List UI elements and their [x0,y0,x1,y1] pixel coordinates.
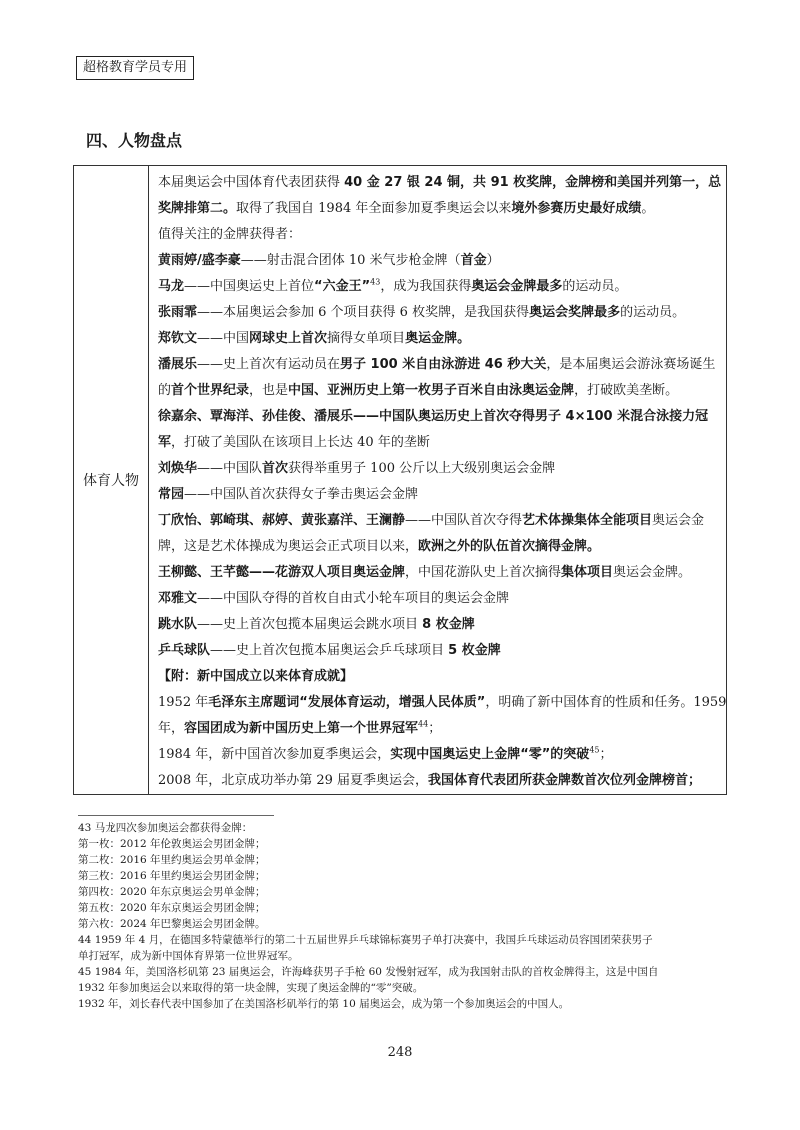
footnote-divider [78,815,274,816]
text-run: 常园 [158,487,185,502]
page-number: 248 [387,1045,413,1060]
section-title: 四、人物盘点 [86,131,183,150]
content-line [158,768,720,794]
text-run: 奖牌排第二。 [158,201,237,216]
text-run: ； [428,721,442,736]
text-run: ——中国队首次获得女子拳击奥运会金牌 [184,487,419,502]
footnote-line: 1932 年，刘长春代表中国参加了在美国洛杉矶举行的第 10 届奥运会，成为第一个参加奥运会的中国人。 [78,998,570,1010]
text-run: ，打破欧美垄断。 [574,383,679,398]
text-run: 我国体育代表团所获金牌数首次位列金牌榜首； [428,773,702,788]
text-run: ，成为我国获得 [380,279,472,294]
footnote-line: 45 1984 年，美国洛杉矶第 23 届奥运会，许海峰获男子手枪 60 发慢射冠军，成为我国射击队的首枚金牌得主，这是中国自 [78,966,659,978]
footnote-line: 第四枚：2020 年东京奥运会男单金牌； [78,886,266,898]
content-line [158,742,720,768]
footnote-line: 1932 年参加奥运会以来取得的第一块金牌，实现了奥运金牌的“零”突破。 [78,982,424,994]
footnote-ref: 44 [418,719,429,729]
text-run: 丁欣怡、郭崎琪、郝婷、黄张嘉洋、王澜静 [158,513,406,528]
content-line [158,482,720,508]
text-run: 的运动员。 [562,279,628,294]
content-line [158,352,720,378]
content-line [158,326,720,352]
text-run: 潘展乐 [158,357,198,372]
content-line [158,300,720,326]
content-cell [158,170,727,794]
text-run: ，也是 [249,383,289,398]
footnotes [78,820,728,1012]
text-run: 黄雨婷/盛李豪 [158,253,241,268]
content-line [158,196,720,222]
text-run: 首金 [460,253,487,268]
content-line [158,586,720,612]
footnote-line: 第一枚：2012 年伦敦奥运会男团金牌； [78,838,266,850]
text-run: ——史上首次包揽本届奥运会乒乓球项目 [210,643,449,658]
text-run: 毛泽东主席题词“发展体育运动，增强人民体质” [208,695,486,710]
content-line [158,690,727,716]
text-run: 5 枚金牌 [448,643,501,658]
footnote-ref: 43 [370,277,381,287]
text-run: 跳水队 [158,617,198,632]
category-cell: 体育人物 [74,166,149,794]
text-run: 2008 年，北京成功举办第 29 届夏季奥运会， [158,773,429,788]
footnote-line: 第二枚：2016 年里约奥运会男单金牌； [78,854,266,866]
text-run: 实现中国奥运史上金牌“零”的突破 [390,747,590,762]
text-run: 欧洲之外的队伍首次摘得金牌。 [418,539,601,554]
footnote-line: 第五枚：2020 年东京奥运会男团金牌； [78,902,266,914]
text-run: 刘焕华 [158,461,198,476]
text-run: 容国团成为新中国历史上第一个世界冠军 [184,721,419,736]
footnote-line: 单打冠军，成为新中国体育界第一位世界冠军。 [78,950,299,962]
text-run: 1952 年 [158,695,209,710]
text-run: 40 金 27 银 24 铜，共 91 枚奖牌，金牌榜和美国并列第一，总 [344,175,722,190]
text-run: 牌，这是艺术体操成为奥运会正式项目以来， [158,539,419,554]
text-run: 张雨霏 [158,305,198,320]
content-line [158,404,720,430]
content-line [158,638,720,664]
content-line [158,378,720,404]
footnote-line: 43 马龙四次参加奥运会都获得金牌： [78,822,253,834]
text-run: 年， [158,721,185,736]
text-run: ，明确了新中国体育的性质和任务。1959 [485,695,727,710]
text-run: 中国、亚洲历史上第一枚男子百米自由泳奥运金牌 [288,383,575,398]
text-run: 乒乓球队 [158,643,211,658]
text-run: 邓雅文 [158,591,198,606]
text-run: 8 枚金牌 [422,617,475,632]
people-table [73,165,727,795]
footnote-ref: 45 [589,745,600,755]
text-run: 奥运会金 [652,513,705,528]
footnote-line: 44 1959 年 4 月，在德国多特蒙德举行的第二十五届世界乒乓球锦标赛男子单打决赛中，我国乒乓球运动员容国团荣获男子 [78,934,653,946]
header-label-box: 超格教育学员专用 [76,56,194,80]
content-line [158,170,720,196]
text-run: 集体项目 [561,565,614,580]
text-run: ——中国 [197,331,250,346]
text-run: “六金王” [314,279,371,294]
text-run: ——中国队 [197,461,263,476]
text-run: 值得关注的金牌获得者： [158,227,302,242]
content-line [158,456,720,482]
text-run: ，打破了美国队在该项目上长达 40 年的垄断 [171,435,430,450]
text-run: 摘得女单项目 [327,331,406,346]
content-line [158,508,720,534]
content-line [158,716,720,742]
footnote-line: 第六枚：2024 年巴黎奥运会男团金牌。 [78,918,266,930]
text-run: 的运动员。 [620,305,686,320]
text-run: 【附：新中国成立以来体育成就】 [158,669,354,684]
footnote-line: 第三枚：2016 年里约奥运会男团金牌； [78,870,266,882]
text-run: ——本届奥运会参加 6 个项目获得 6 枚奖牌，是我国获得 [197,305,530,320]
text-run: ； [599,747,613,762]
text-run: 郑钦文 [158,331,198,346]
content-line [158,274,720,300]
content-line [158,612,720,638]
text-run: 1984 年，新中国首次参加夏季奥运会， [158,747,391,762]
text-run: ——中国奥运史上首位 [184,279,315,294]
content-line [158,534,720,560]
text-run: ，中国花游队史上首次摘得 [405,565,562,580]
text-run: 马龙 [158,279,185,294]
text-run: 本届奥运会中国体育代表团获得 [158,175,345,190]
text-run: 奥运会金牌。 [613,565,692,580]
content-line [158,222,720,248]
text-run: ——史上首次包揽本届奥运会跳水项目 [197,617,423,632]
text-run: 男子 100 米自由泳游进 46 秒大关 [340,357,547,372]
content-line [158,430,720,456]
content-line [158,248,720,274]
text-run: 网球史上首次 [249,331,328,346]
content-line [158,560,720,586]
text-run: 奥运金牌。 [405,331,471,346]
text-run: 的 [158,383,172,398]
text-run: 奥运会金牌最多 [471,279,563,294]
text-run: ——中国队首次夺得 [405,513,523,528]
text-run: 王柳懿、王芊懿——花游双人项目奥运金牌 [158,565,406,580]
text-run: 首次 [262,461,289,476]
text-run: 境外参赛历史最好成绩 [511,201,642,216]
text-run: 取得了我国自 1984 年全面参加夏季奥运会以来 [236,201,512,216]
text-run: ，是本届奥运会游泳赛场诞生 [546,357,716,372]
text-run: ） [486,253,500,268]
content-line [158,664,720,690]
text-run: ——中国队夺得的首枚自由式小轮车项目的奥运会金牌 [197,591,510,606]
text-run: ——史上首次有运动员在 [197,357,341,372]
text-run: 奥运会奖牌最多 [529,305,621,320]
text-run: 首个世界纪录 [171,383,250,398]
text-run: 获得举重男子 100 公斤以上大级别奥运会金牌 [288,461,556,476]
text-run: 。 [641,201,655,216]
text-run: 徐嘉余、覃海洋、孙佳俊、潘展乐——中国队奥运历史上首次夺得男子 4×100 米混合泳接力冠 [158,409,709,424]
text-run: ——射击混合团体 10 米气步枪金牌（ [240,253,461,268]
text-run: 军 [158,435,172,450]
text-run: 艺术体操集体全能项目 [522,513,653,528]
